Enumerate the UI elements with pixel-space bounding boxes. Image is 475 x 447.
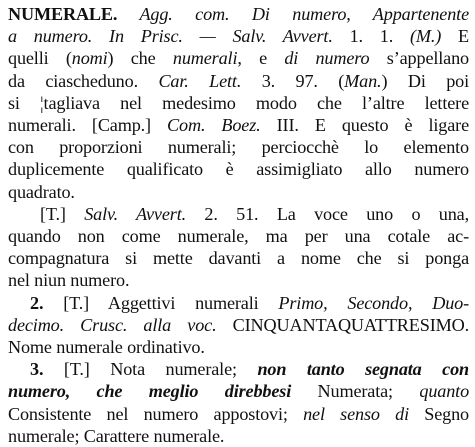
- entry-text-segment: nel senso di: [303, 403, 409, 424]
- entry-text-segment: decimo. Crusc. alla voc.: [8, 314, 217, 335]
- entry-line-18: [8, 380, 469, 402]
- entry-text-segment: da ciascheduno.: [8, 70, 159, 91]
- entry-line-16: [8, 336, 469, 358]
- entry-line-9: [8, 181, 469, 203]
- entry-text-segment: ) che: [107, 48, 173, 69]
- entry-text-segment: Com. Boez.: [167, 115, 261, 136]
- entry-text-segment: Numerata;: [291, 381, 420, 402]
- entry-text-segment: Agg. com. Di numero, Appartenente: [117, 4, 469, 24]
- entry-text-segment: 2.: [30, 292, 44, 313]
- entry-text-segment: 1. 1.: [349, 26, 410, 47]
- entry-text-segment: compagnatura si mette davanti a nome che si ponga: [8, 248, 469, 269]
- entry-line-3: [8, 47, 469, 69]
- entry-line-5: [8, 92, 469, 114]
- entry-text-segment: duplicemente qualificato è assimigliato allo numero: [8, 159, 469, 180]
- entry-text-segment: Salv. Avvert.: [84, 203, 186, 224]
- entry-text-segment: quando non come numerale, ma per una cotale ac-: [8, 226, 469, 247]
- entry-text-segment: numero, che meglio direbbesi: [8, 381, 292, 402]
- entry-text-segment: numerale; Carattere numerale.: [8, 425, 225, 446]
- entry-line-14: [8, 292, 469, 314]
- entry-text-segment: Car. Lett.: [158, 70, 242, 91]
- entry-text-segment: numerali. [Camp.]: [8, 115, 168, 136]
- entry-text-segment: 3.: [30, 359, 44, 380]
- entry-text-segment: 2. 51. La voce uno o una,: [186, 203, 469, 224]
- entry-text-segment: quelli (: [8, 48, 72, 69]
- entry-text-segment: CINQUANTAQUATTRESIMO.: [216, 314, 470, 335]
- entry-text-segment: nomi: [71, 48, 108, 69]
- entry-text-segment: [T.] Aggettivi numerali: [43, 292, 279, 313]
- entry-text-segment: Segno: [408, 403, 469, 424]
- entry-line-7: [8, 136, 469, 158]
- entry-text-segment: Man.: [344, 70, 382, 91]
- entry-text-segment: Nome numerale ordinativo.: [8, 337, 205, 358]
- entry-text-segment: III. E questo è ligare: [260, 115, 469, 136]
- entry-line-17: [8, 358, 469, 380]
- entry-text-segment: s’appellano: [369, 48, 469, 69]
- entry-line-4: [8, 70, 469, 92]
- entry-text-segment: 3. 97. (: [241, 70, 345, 91]
- entry-text-segment: (M.): [409, 26, 442, 47]
- entry-line-13: [8, 269, 469, 291]
- entry-line-12: [8, 247, 469, 269]
- entry-line-20: [8, 425, 469, 447]
- entry-text-segment: quadrato.: [8, 181, 75, 202]
- entry-line-1: [8, 3, 469, 25]
- entry-text-segment: Consistente nel numero appostovi;: [8, 403, 304, 424]
- entry-text-segment: nel niun numero.: [8, 270, 130, 291]
- entry-text-segment: si ¦tagliava nel medesimo modo che l’altre lettere: [8, 92, 469, 113]
- entry-text-segment: NUMERALE.: [8, 4, 118, 24]
- entry-text-segment: quanto: [419, 381, 470, 402]
- entry-text-segment: [T.]: [40, 203, 85, 224]
- entry-text-segment: numerali: [172, 48, 238, 69]
- entry-text-segment: con proporzioni numerali; perciocchè lo elemento: [8, 137, 469, 158]
- entry-text-segment: E: [441, 26, 469, 47]
- entry-text-segment: Primo, Secondo, Duo-: [278, 292, 469, 313]
- entry-line-15: [8, 314, 469, 336]
- entry-line-10: [8, 203, 469, 225]
- entry-text-segment: di numero: [284, 48, 370, 69]
- entry-text-segment: [T.] Nota numerale;: [43, 359, 258, 380]
- entry-line-8: [8, 158, 469, 180]
- entry-line-6: [8, 114, 469, 136]
- entry-line-19: [8, 403, 469, 425]
- entry-text-segment: , e: [237, 48, 285, 69]
- entry-line-11: [8, 225, 469, 247]
- entry-text-segment: ) Di poi: [381, 70, 469, 91]
- entry-text-segment: a numero. In Prisc. — Salv. Avvert.: [8, 26, 350, 47]
- entry-line-2: [8, 25, 469, 47]
- entry-text-segment: non tanto segnata con: [257, 359, 469, 380]
